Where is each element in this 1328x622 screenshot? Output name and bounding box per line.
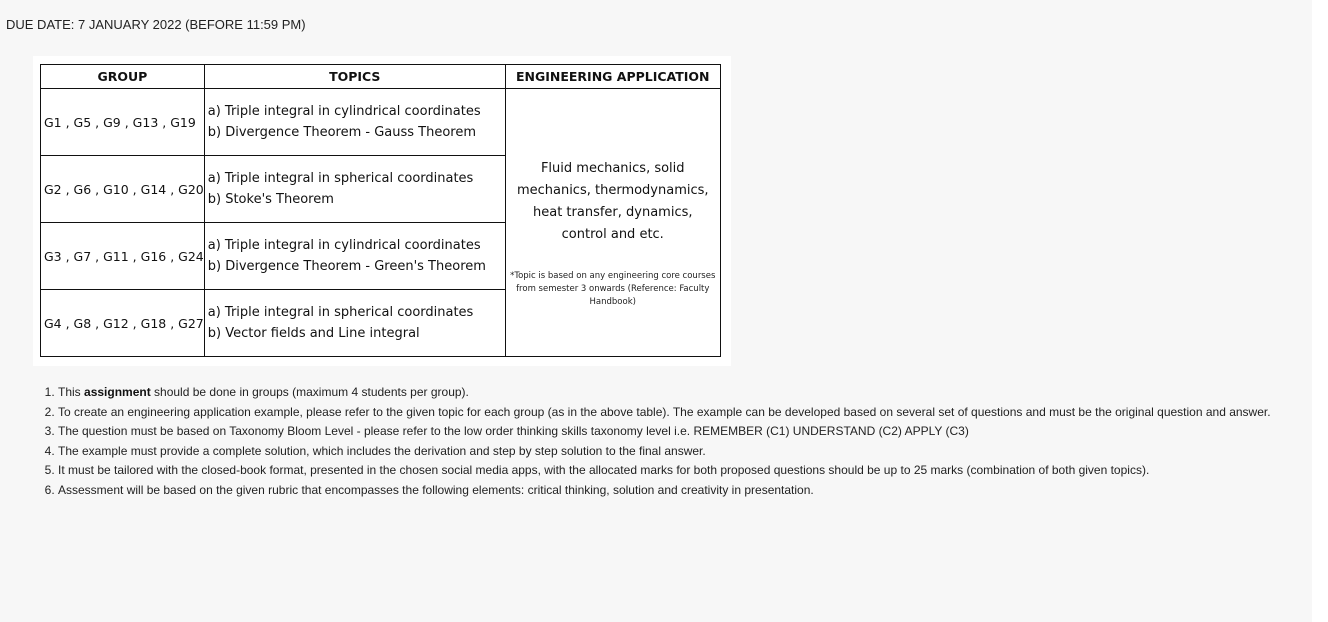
header-group: GROUP — [41, 65, 205, 89]
rule-1-pre: This — [58, 385, 85, 399]
group-cell: G3 , G7 , G11 , G16 , G24 — [41, 223, 205, 290]
rule-item: 5. It must be tailored with the closed-book format, presented in the chosen social media apps, with the allocated marks for both proposed questions should be up to 25 marks (combination of both given topics). — [58, 461, 1328, 481]
header-engineering-application: ENGINEERING APPLICATION — [505, 65, 720, 89]
group-cell: G1 , G5 , G9 , G13 , G19 — [41, 89, 205, 156]
application-cell — [505, 89, 720, 357]
topics-cell — [204, 290, 505, 357]
header-topics: TOPICS — [204, 65, 505, 89]
application-text: Fluid mechanics, solid mechanics, thermodynamics, heat transfer, dynamics, control and etc. — [516, 161, 709, 242]
due-date: DUE DATE: 7 JANUARY 2022 (BEFORE 11:59 PM) — [6, 17, 306, 32]
topic-a: a) Triple integral in cylindrical coordinates — [207, 104, 481, 119]
rule-item: 6. Assessment will be based on the given rubric that encompasses the following elements: critical thinking, solution and creativity in presentation. — [58, 481, 1328, 501]
topics-cell — [204, 89, 505, 156]
topics-table-image — [33, 56, 731, 366]
topic-a: a) Triple integral in spherical coordinates — [207, 305, 474, 320]
table-header-row — [41, 65, 721, 89]
topic-b: b) Vector fields and Line integral — [207, 326, 420, 341]
rule-item: 3. The question must be based on Taxonomy Bloom Level - please refer to the low order thinking skills taxonomy level i.e. REMEMBER (C1) UNDERSTAND (C2) APPLY (C3) — [58, 422, 1328, 442]
topic-b: b) Divergence Theorem - Green's Theorem — [207, 259, 486, 274]
group-cell: G2 , G6 , G10 , G14 , G20 — [41, 156, 205, 223]
rule-1-post: should be done in groups (maximum 4 students per group). — [150, 385, 469, 399]
rule-item: 4. The example must provide a complete solution, which includes the derivation and step by step solution to the final answer. — [58, 442, 1328, 462]
rules-list — [33, 383, 1328, 500]
topics-cell — [204, 223, 505, 290]
topic-b: b) Stoke's Theorem — [207, 192, 334, 207]
topics-table — [40, 64, 721, 357]
topics-cell — [204, 156, 505, 223]
topic-a: a) Triple integral in spherical coordinates — [207, 171, 474, 186]
rule-1-keyword: assignment — [84, 385, 151, 399]
rule-item — [58, 383, 1328, 403]
topic-b: b) Divergence Theorem - Gauss Theorem — [207, 125, 477, 140]
topic-a: a) Triple integral in cylindrical coordinates — [207, 238, 481, 253]
rule-item: 2. To create an engineering application example, please refer to the given topic for each group (as in the above table). The example can be developed based on several set of questions and must be the original question and answer. — [58, 403, 1328, 423]
application-note: *Topic is based on any engineering core courses from semester 3 onwards (Reference: Faculty Handbook) — [510, 271, 716, 307]
group-cell: G4 , G8 , G12 , G18 , G27 — [41, 290, 205, 357]
table-row — [41, 89, 721, 156]
